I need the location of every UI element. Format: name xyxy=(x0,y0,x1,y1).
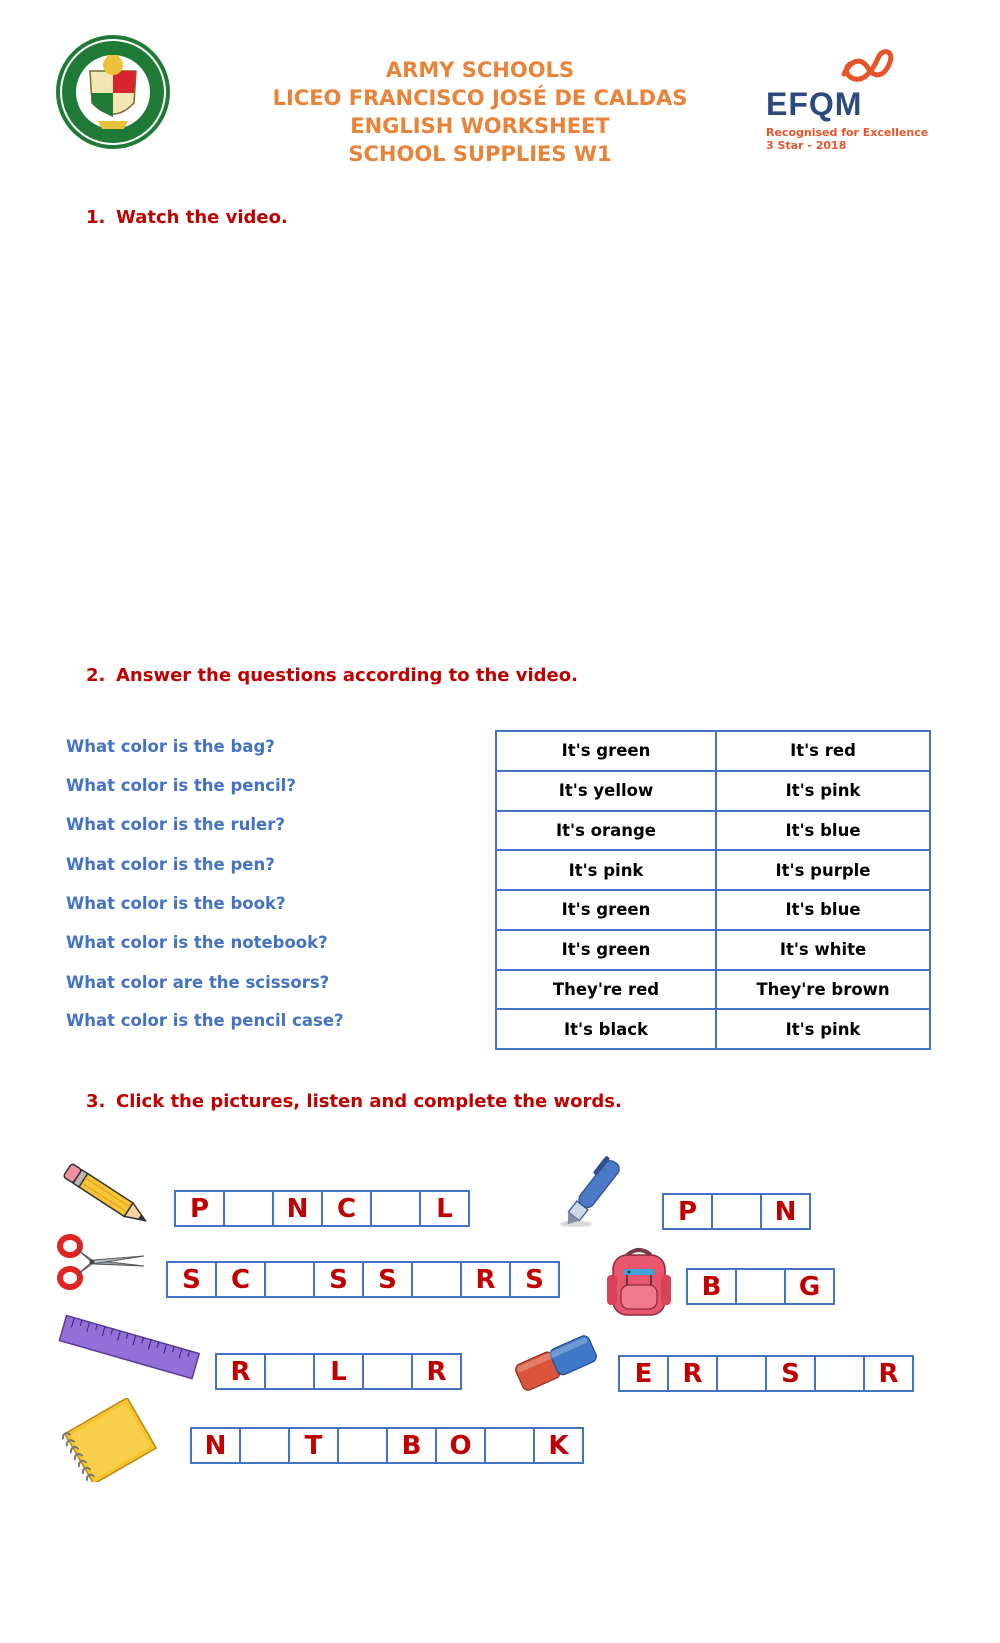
eraser-icon xyxy=(510,1325,602,1401)
question-ruler: What color is the ruler? xyxy=(66,815,285,834)
letter-input-box[interactable] xyxy=(735,1268,786,1305)
answer-option[interactable]: It's blue xyxy=(716,811,930,851)
answer-option[interactable]: It's black xyxy=(496,1009,716,1049)
answer-option[interactable]: It's pink xyxy=(716,771,930,811)
word-boxes-notebook xyxy=(190,1427,584,1464)
word-boxes-pen xyxy=(662,1193,811,1230)
scissors-picture[interactable] xyxy=(56,1232,146,1294)
letter-box: R xyxy=(460,1261,511,1298)
letter-box: P xyxy=(662,1193,713,1230)
title-line-2: LICEO FRANCISCO JOSÉ DE CALDAS xyxy=(272,86,688,110)
question-notebook: What color is the notebook? xyxy=(66,933,328,952)
letter-box: C xyxy=(215,1261,266,1298)
question-pen: What color is the pen? xyxy=(66,855,275,874)
answer-option[interactable]: They're red xyxy=(496,970,716,1010)
letter-box: R xyxy=(411,1353,462,1390)
efqm-mark-icon xyxy=(838,44,898,88)
question-pencil-case: What color is the pencil case? xyxy=(66,1011,344,1030)
instruction-3 xyxy=(86,1091,622,1112)
answer-row xyxy=(496,811,930,851)
answer-option[interactable]: It's orange xyxy=(496,811,716,851)
backpack-picture[interactable] xyxy=(603,1245,675,1321)
backpack-icon xyxy=(603,1245,675,1321)
word-boxes-eraser xyxy=(618,1355,914,1392)
answer-option[interactable]: It's purple xyxy=(716,850,930,890)
letter-box: T xyxy=(288,1427,339,1464)
instruction-3-number: 3. xyxy=(86,1091,106,1112)
scissors-icon xyxy=(56,1232,146,1294)
word-boxes-ruler xyxy=(215,1353,462,1390)
letter-box: B xyxy=(386,1427,437,1464)
answer-row xyxy=(496,850,930,890)
eraser-picture[interactable] xyxy=(510,1325,602,1401)
letter-box: N xyxy=(272,1190,323,1227)
ruler-picture[interactable] xyxy=(58,1312,200,1384)
letter-input-box[interactable] xyxy=(411,1261,462,1298)
letter-box: R xyxy=(215,1353,266,1390)
question-book: What color is the book? xyxy=(66,894,286,913)
letter-box: N xyxy=(190,1427,241,1464)
word-boxes-pencil xyxy=(174,1190,470,1227)
letter-input-box[interactable] xyxy=(814,1355,865,1392)
school-crest-logo xyxy=(54,33,172,151)
letter-input-box[interactable] xyxy=(264,1261,315,1298)
letter-box: S xyxy=(765,1355,816,1392)
letter-box: K xyxy=(533,1427,584,1464)
letter-box: R xyxy=(667,1355,718,1392)
letter-input-box[interactable] xyxy=(370,1190,421,1227)
answer-option[interactable]: It's green xyxy=(496,890,716,930)
letter-box: L xyxy=(419,1190,470,1227)
pencil-icon xyxy=(58,1157,154,1233)
letter-box: B xyxy=(686,1268,737,1305)
video-area[interactable] xyxy=(86,245,916,615)
letter-box: N xyxy=(760,1193,811,1230)
instruction-2 xyxy=(86,665,578,686)
letter-box: O xyxy=(435,1427,486,1464)
letter-box: G xyxy=(784,1268,835,1305)
word-boxes-scissors xyxy=(166,1261,560,1298)
answer-option[interactable]: It's yellow xyxy=(496,771,716,811)
letter-input-box[interactable] xyxy=(239,1427,290,1464)
notebook-icon xyxy=(60,1398,160,1482)
answer-row xyxy=(496,731,930,771)
word-boxes-bag xyxy=(686,1268,835,1305)
notebook-picture[interactable] xyxy=(60,1398,160,1482)
efqm-tagline: Recognised for Excellence xyxy=(766,126,929,139)
question-pencil: What color is the pencil? xyxy=(66,776,296,795)
title-line-1: ARMY SCHOOLS xyxy=(385,58,575,82)
letter-box: S xyxy=(313,1261,364,1298)
letter-box: C xyxy=(321,1190,372,1227)
letter-box: S xyxy=(509,1261,560,1298)
letter-box: L xyxy=(313,1353,364,1390)
answer-option[interactable]: It's green xyxy=(496,731,716,771)
letter-box: R xyxy=(863,1355,914,1392)
answer-row xyxy=(496,771,930,811)
answer-option[interactable]: It's white xyxy=(716,930,930,970)
letter-input-box[interactable] xyxy=(337,1427,388,1464)
instruction-3-text: Click the pictures, listen and complete the words. xyxy=(116,1091,622,1112)
instruction-1-number: 1. xyxy=(86,207,106,228)
title-line-3: ENGLISH WORKSHEET xyxy=(350,114,610,138)
letter-input-box[interactable] xyxy=(711,1193,762,1230)
answer-option[interactable]: It's pink xyxy=(496,850,716,890)
answer-row xyxy=(496,890,930,930)
worksheet-title xyxy=(250,56,710,168)
title-line-4: SCHOOL SUPPLIES W1 xyxy=(348,142,612,166)
question-bag: What color is the bag? xyxy=(66,737,275,756)
answer-row xyxy=(496,930,930,970)
answer-row xyxy=(496,1009,930,1049)
answer-option[interactable]: They're brown xyxy=(716,970,930,1010)
letter-box: S xyxy=(362,1261,413,1298)
instruction-1-text: Watch the video. xyxy=(116,207,288,228)
instruction-2-text: Answer the questions according to the video. xyxy=(116,665,578,686)
answer-option[interactable]: It's pink xyxy=(716,1009,930,1049)
pen-picture[interactable] xyxy=(556,1148,636,1230)
letter-input-box[interactable] xyxy=(716,1355,767,1392)
letter-box: S xyxy=(166,1261,217,1298)
pen-icon xyxy=(556,1148,636,1230)
answer-table xyxy=(495,730,931,1050)
ruler-icon xyxy=(58,1312,200,1384)
efqm-brand: EFQM xyxy=(766,86,863,122)
letter-box: E xyxy=(618,1355,669,1392)
letter-input-box[interactable] xyxy=(264,1353,315,1390)
question-scissors: What color are the scissors? xyxy=(66,973,330,992)
letter-input-box[interactable] xyxy=(223,1190,274,1227)
pencil-picture[interactable] xyxy=(58,1157,154,1233)
answer-row xyxy=(496,970,930,1010)
instruction-1 xyxy=(86,207,288,228)
answer-option[interactable]: It's blue xyxy=(716,890,930,930)
letter-input-box[interactable] xyxy=(484,1427,535,1464)
efqm-rating: 3 Star - 2018 xyxy=(766,139,847,152)
efqm-logo xyxy=(766,44,929,154)
answer-option[interactable]: It's green xyxy=(496,930,716,970)
answer-option[interactable]: It's red xyxy=(716,731,930,771)
letter-box: P xyxy=(174,1190,225,1227)
letter-input-box[interactable] xyxy=(362,1353,413,1390)
instruction-2-number: 2. xyxy=(86,665,106,686)
